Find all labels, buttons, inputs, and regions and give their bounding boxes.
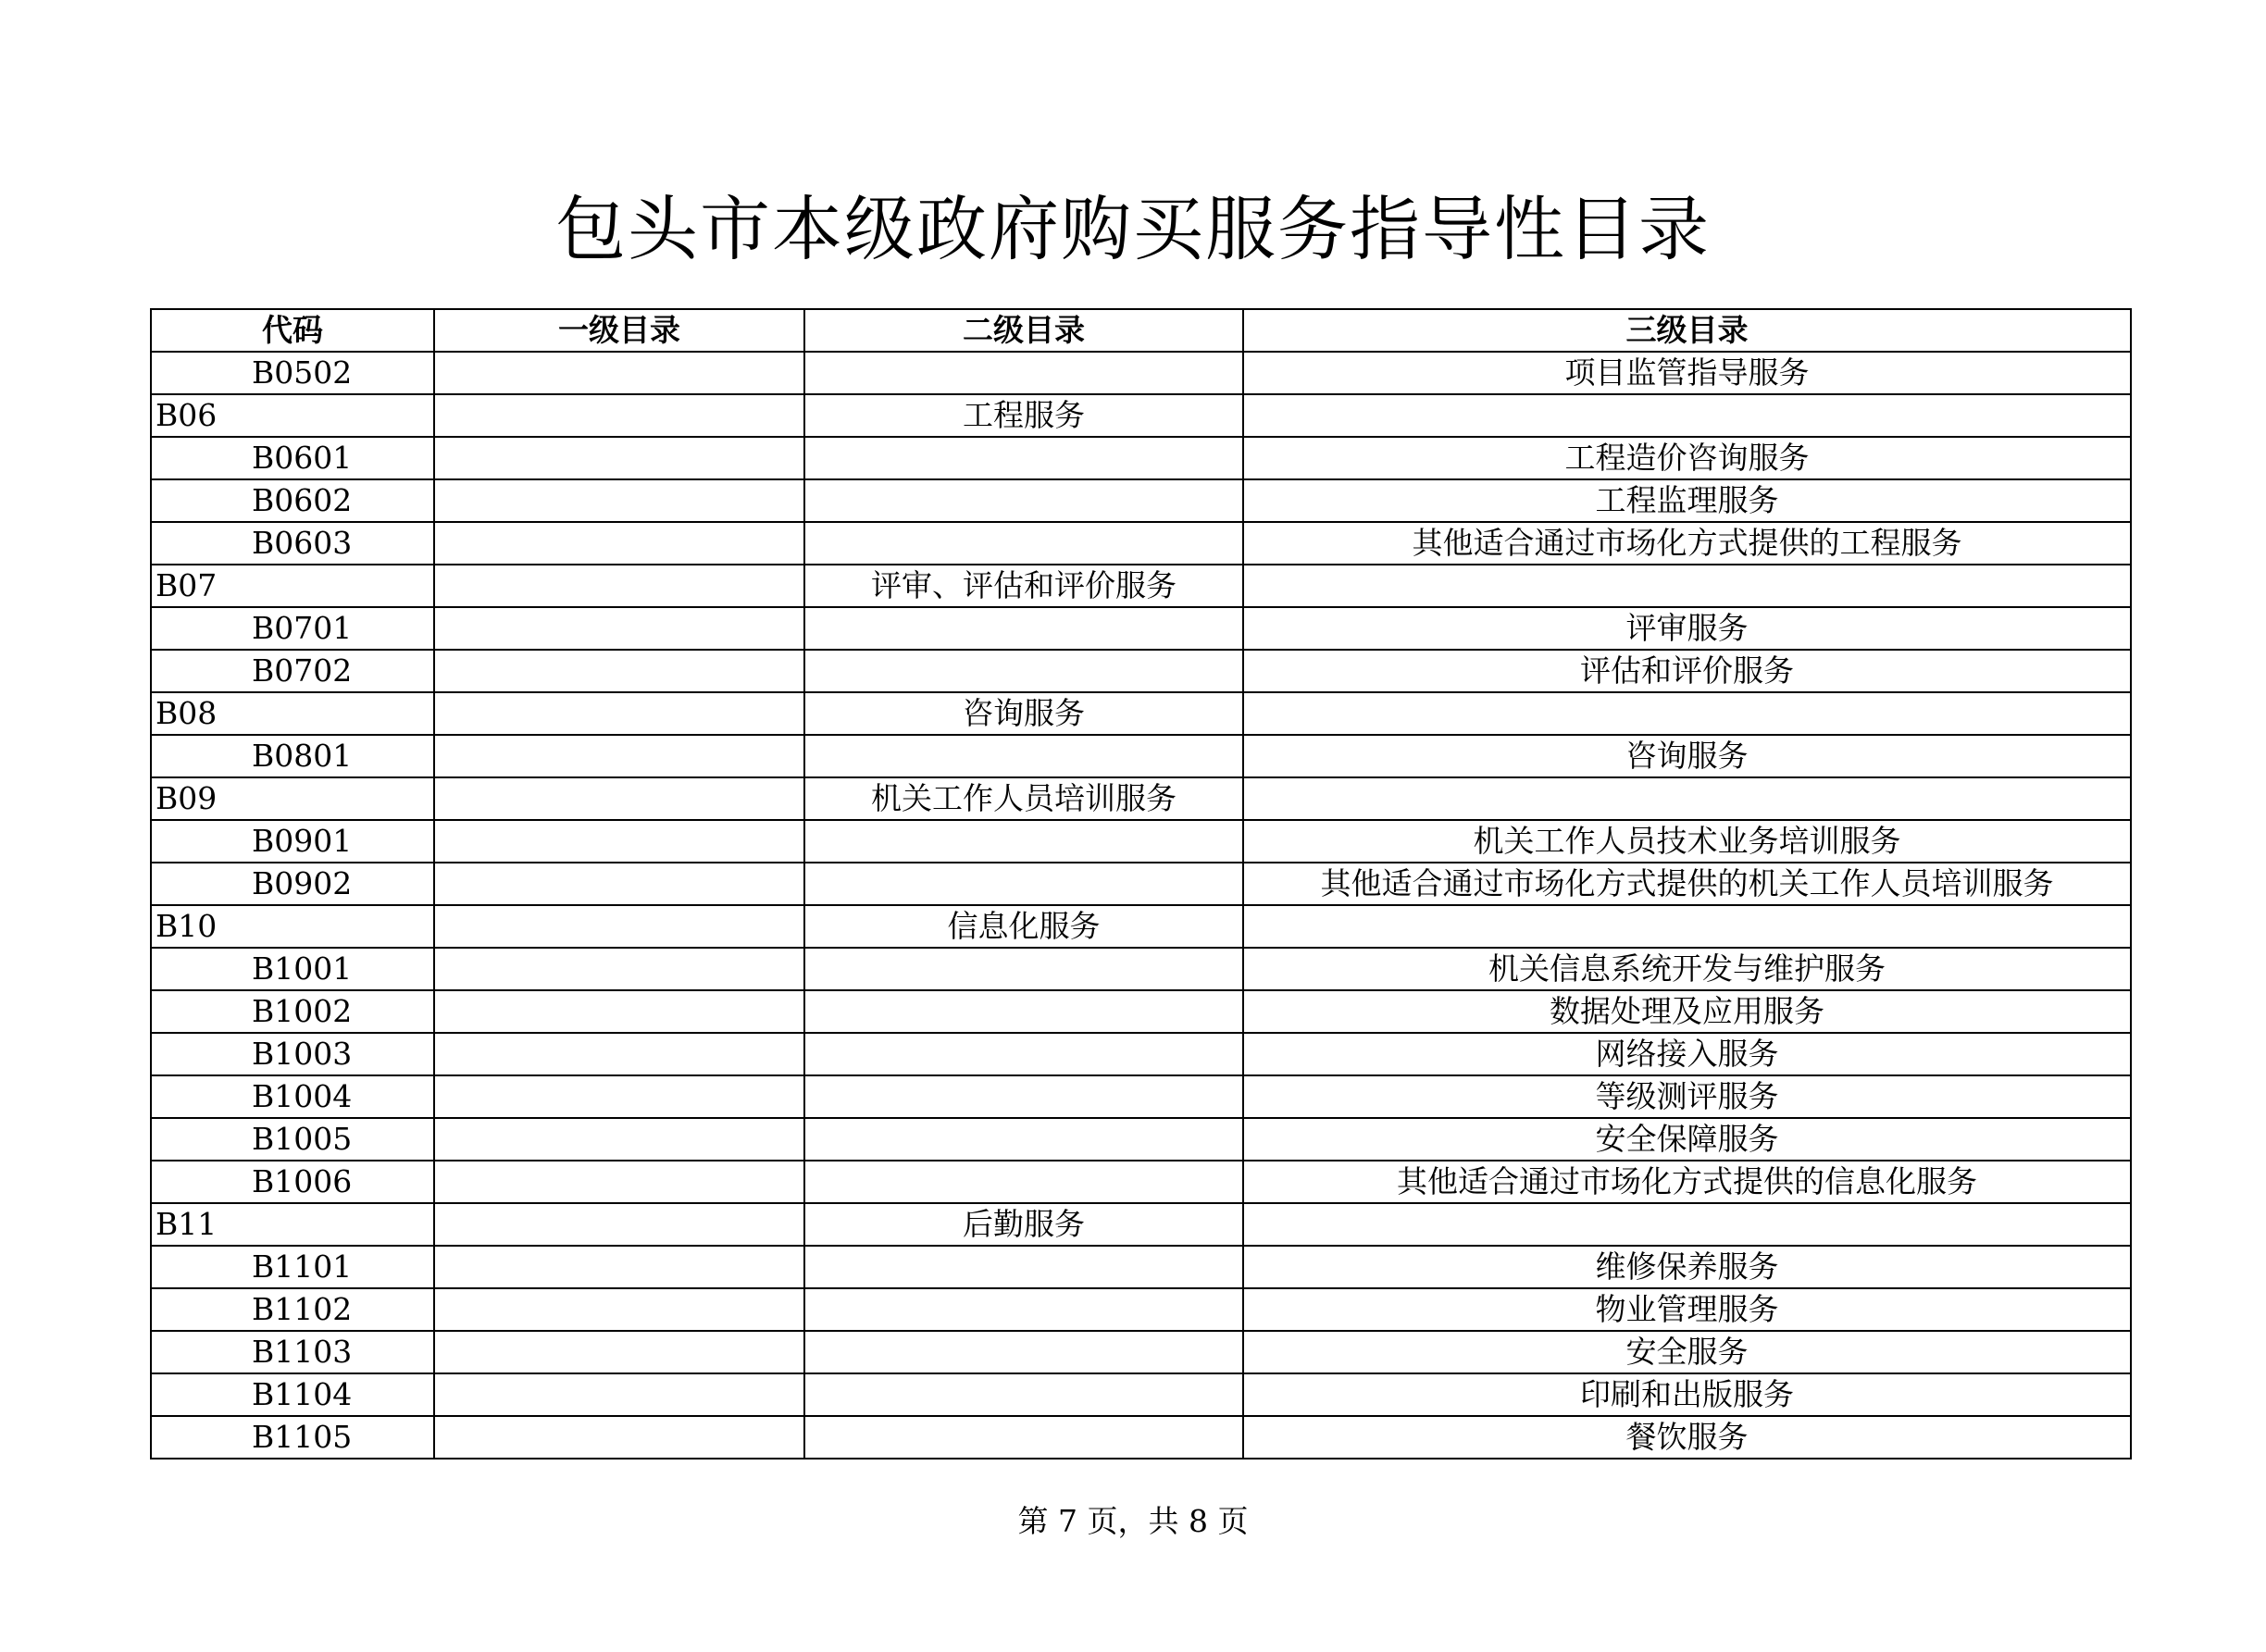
code-cell: B1006 [151,1161,434,1203]
level1-cell [434,522,804,565]
level3-cell [1243,394,2131,437]
code-cell: B0701 [151,607,434,650]
level2-cell [804,607,1243,650]
table-row [151,777,2131,820]
level3-cell: 餐饮服务 [1243,1416,2131,1459]
level3-cell [1243,565,2131,607]
code-cell: B1003 [151,1033,434,1075]
level3-cell [1243,905,2131,948]
header-level1: 一级目录 [434,309,804,352]
level3-cell [1243,1203,2131,1246]
level2-cell [804,1161,1243,1203]
level1-cell [434,650,804,692]
table-row [151,1373,2131,1416]
code-cell: B1005 [151,1118,434,1161]
level1-cell [434,948,804,990]
level3-cell: 等级测评服务 [1243,1075,2131,1118]
table-row [151,607,2131,650]
level3-cell: 网络接入服务 [1243,1033,2131,1075]
level1-cell [434,735,804,777]
level2-cell [804,948,1243,990]
level1-cell [434,1033,804,1075]
level3-cell: 其他适合通过市场化方式提供的机关工作人员培训服务 [1243,863,2131,905]
level1-cell [434,479,804,522]
level2-cell: 信息化服务 [804,905,1243,948]
table-row [151,735,2131,777]
table-row [151,948,2131,990]
level2-cell [804,437,1243,479]
level1-cell [434,820,804,863]
table-row [151,1246,2131,1288]
level2-cell [804,1416,1243,1459]
table-row [151,1203,2131,1246]
code-cell: B0601 [151,437,434,479]
code-cell: B11 [151,1203,434,1246]
code-cell: B1004 [151,1075,434,1118]
level2-cell [804,522,1243,565]
code-cell: B1102 [151,1288,434,1331]
catalog-table [150,308,2132,1459]
level2-cell [804,1033,1243,1075]
level2-cell [804,1373,1243,1416]
code-cell: B0901 [151,820,434,863]
level2-cell [804,352,1243,394]
level2-cell [804,1118,1243,1161]
code-cell: B0702 [151,650,434,692]
page-title: 包头市本级政府购买服务指导性目录 [555,188,1711,270]
level3-cell: 安全保障服务 [1243,1118,2131,1161]
code-cell: B0603 [151,522,434,565]
level1-cell [434,352,804,394]
code-cell: B10 [151,905,434,948]
code-cell: B0502 [151,352,434,394]
code-cell: B1001 [151,948,434,990]
level1-cell [434,437,804,479]
level2-cell [804,820,1243,863]
level1-cell [434,394,804,437]
table-row [151,1075,2131,1118]
page-footer: 第 7 页，共 8 页 [1017,1503,1249,1539]
level3-cell [1243,692,2131,735]
code-cell: B0602 [151,479,434,522]
level1-cell [434,905,804,948]
header-level2: 二级目录 [804,309,1243,352]
level3-cell: 安全服务 [1243,1331,2131,1373]
table-row [151,820,2131,863]
level1-cell [434,1416,804,1459]
level3-cell: 其他适合通过市场化方式提供的工程服务 [1243,522,2131,565]
level1-cell [434,1118,804,1161]
table-row [151,863,2131,905]
level2-cell [804,650,1243,692]
level1-cell [434,990,804,1033]
level2-cell [804,990,1243,1033]
code-cell: B1101 [151,1246,434,1288]
code-cell: B07 [151,565,434,607]
table-row [151,394,2131,437]
table-row [151,1118,2131,1161]
level2-cell: 后勤服务 [804,1203,1243,1246]
table-row [151,1033,2131,1075]
level2-cell: 工程服务 [804,394,1243,437]
table-row [151,565,2131,607]
level2-cell [804,1075,1243,1118]
level1-cell [434,1288,804,1331]
level2-cell: 机关工作人员培训服务 [804,777,1243,820]
level1-cell [434,1161,804,1203]
level1-cell [434,777,804,820]
table-row [151,1331,2131,1373]
table-row [151,692,2131,735]
level3-cell: 项目监管指导服务 [1243,352,2131,394]
code-cell: B1104 [151,1373,434,1416]
level1-cell [434,1373,804,1416]
table-row [151,1161,2131,1203]
level1-cell [434,1075,804,1118]
level3-cell: 工程监理服务 [1243,479,2131,522]
level1-cell [434,1203,804,1246]
level3-cell: 物业管理服务 [1243,1288,2131,1331]
level2-cell [804,1331,1243,1373]
code-cell: B1103 [151,1331,434,1373]
level2-cell [804,735,1243,777]
level1-cell [434,1331,804,1373]
table-row [151,1288,2131,1331]
code-cell: B08 [151,692,434,735]
level1-cell [434,692,804,735]
level3-cell: 评估和评价服务 [1243,650,2131,692]
level3-cell: 维修保养服务 [1243,1246,2131,1288]
level1-cell [434,1246,804,1288]
level3-cell: 数据处理及应用服务 [1243,990,2131,1033]
table-row [151,479,2131,522]
level2-cell [804,1288,1243,1331]
code-cell: B09 [151,777,434,820]
level2-cell: 咨询服务 [804,692,1243,735]
table-row [151,1416,2131,1459]
level2-cell [804,863,1243,905]
level3-cell: 机关工作人员技术业务培训服务 [1243,820,2131,863]
level3-cell: 印刷和出版服务 [1243,1373,2131,1416]
level2-cell: 评审、评估和评价服务 [804,565,1243,607]
header-code: 代码 [151,309,434,352]
level1-cell [434,565,804,607]
level2-cell [804,1246,1243,1288]
code-cell: B0902 [151,863,434,905]
code-cell: B06 [151,394,434,437]
table-row [151,437,2131,479]
level2-cell [804,479,1243,522]
level3-cell: 其他适合通过市场化方式提供的信息化服务 [1243,1161,2131,1203]
table-row [151,650,2131,692]
code-cell: B0801 [151,735,434,777]
header-level3: 三级目录 [1243,309,2131,352]
table-row [151,905,2131,948]
table-row [151,522,2131,565]
header-row [151,309,2131,352]
level3-cell [1243,777,2131,820]
level1-cell [434,863,804,905]
level3-cell: 评审服务 [1243,607,2131,650]
level3-cell: 咨询服务 [1243,735,2131,777]
level3-cell: 工程造价咨询服务 [1243,437,2131,479]
table-row [151,990,2131,1033]
code-cell: B1105 [151,1416,434,1459]
level3-cell: 机关信息系统开发与维护服务 [1243,948,2131,990]
code-cell: B1002 [151,990,434,1033]
table-row [151,352,2131,394]
catalog-body [151,352,2131,1459]
level1-cell [434,607,804,650]
